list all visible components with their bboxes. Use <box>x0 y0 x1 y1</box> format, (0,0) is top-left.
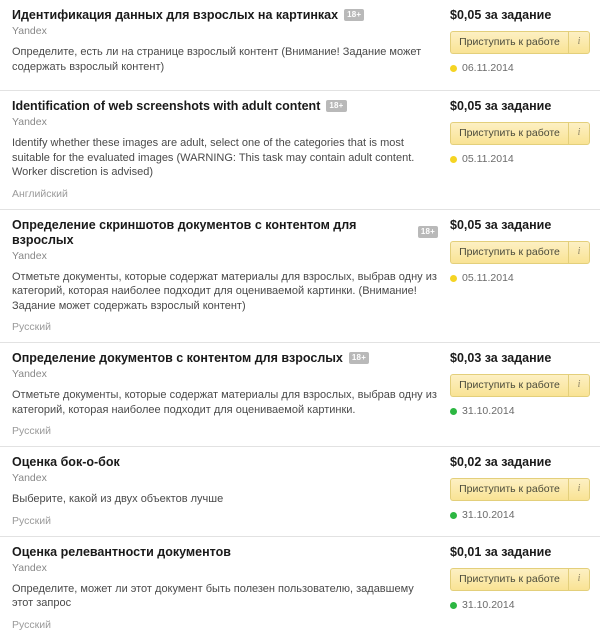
info-icon[interactable]: i <box>568 122 590 145</box>
task-row <box>0 210 600 344</box>
task-button-group <box>450 122 590 145</box>
info-icon[interactable]: i <box>568 241 590 264</box>
task-price: $0,03 за задание <box>450 351 552 365</box>
task-date: 05.11.2014 <box>462 153 514 165</box>
adult-content-badge: 18+ <box>349 352 369 364</box>
task-actions <box>450 99 600 201</box>
task-details <box>0 545 450 632</box>
task-description: Отметьте документы, которые содержат материалы для взрослых, выбрав одну из категорий, которая наиболее подходит для оцениваемой картинки. (Внимание! Задание может содержать взрослый контент) <box>12 270 437 312</box>
task-date-line <box>450 599 590 612</box>
info-icon[interactable]: i <box>568 568 590 591</box>
task-row <box>0 537 600 640</box>
status-dot-icon <box>450 156 457 163</box>
task-row <box>0 447 600 537</box>
task-description: Определите, может ли этот документ быть полезен пользователю, задавшему этот запрос <box>12 582 414 609</box>
task-button-group <box>450 241 590 264</box>
task-date-line <box>450 405 590 418</box>
task-actions <box>450 455 600 528</box>
task-title-line <box>12 351 438 366</box>
task-details <box>0 455 450 528</box>
task-title-line <box>12 218 438 248</box>
task-language: Русский <box>12 514 51 527</box>
task-description: Identify whether these images are adult, select one of the categories that is most suitable for the evaluated images (WARNING: This task may contain adult content. Worker discretion is advised) <box>12 137 415 178</box>
task-price: $0,01 за задание <box>450 544 552 559</box>
task-date: 31.10.2014 <box>462 405 515 417</box>
start-task-button[interactable]: Приступить к работе <box>450 31 568 54</box>
task-date-line <box>450 62 590 75</box>
task-title[interactable]: Оценка бок-о-бок <box>12 455 120 469</box>
task-row <box>0 91 600 210</box>
task-description: Отметьте документы, которые содержат материалы для взрослых, выбрав одну из категорий, которая наиболее подходит для оцениваемой картинки. <box>12 389 437 416</box>
task-language: Русский <box>12 425 51 437</box>
task-requester: Yandex <box>12 561 47 574</box>
task-actions <box>450 351 600 438</box>
task-price: $0,05 за задание <box>450 99 552 113</box>
task-title-line <box>12 455 438 470</box>
task-date: 06.11.2014 <box>462 62 514 74</box>
task-title-line <box>12 545 438 560</box>
start-task-button[interactable]: Приступить к работе <box>450 241 568 264</box>
status-dot-icon <box>450 275 457 282</box>
status-dot-icon <box>450 408 457 415</box>
task-requester: Yandex <box>12 368 47 380</box>
status-dot-icon <box>450 602 457 609</box>
task-actions <box>450 218 600 335</box>
adult-content-badge: 18+ <box>418 226 438 238</box>
task-date-line <box>450 153 590 166</box>
task-actions <box>450 8 600 82</box>
task-details <box>0 218 450 335</box>
task-row <box>0 0 600 91</box>
task-details <box>0 8 450 82</box>
task-row <box>0 343 600 447</box>
task-title[interactable]: Определение скриншотов документов с контентом для взрослых <box>12 217 357 247</box>
task-title-line <box>12 8 438 23</box>
task-date-line <box>450 272 590 285</box>
task-details <box>0 351 450 438</box>
task-title[interactable]: Identification of web screenshots with adult content <box>12 99 321 113</box>
start-task-button[interactable]: Приступить к работе <box>450 478 568 501</box>
task-price: $0,05 за задание <box>450 217 552 232</box>
task-price: $0,05 за задание <box>450 8 552 22</box>
adult-content-badge: 18+ <box>326 100 346 112</box>
start-task-button[interactable]: Приступить к работе <box>450 122 568 145</box>
info-icon[interactable]: i <box>568 31 590 54</box>
task-requester: Yandex <box>12 249 47 262</box>
task-language: Английский <box>12 187 68 200</box>
task-description: Выберите, какой из двух объектов лучше <box>12 493 224 505</box>
task-actions <box>450 545 600 632</box>
task-date-line <box>450 509 590 522</box>
task-button-group <box>450 31 590 54</box>
task-requester: Yandex <box>12 116 47 128</box>
task-date: 31.10.2014 <box>462 598 515 611</box>
task-button-group <box>450 374 590 397</box>
info-icon[interactable]: i <box>568 478 590 501</box>
task-title[interactable]: Оценка релевантности документов <box>12 544 231 559</box>
start-task-button[interactable]: Приступить к работе <box>450 568 568 591</box>
status-dot-icon <box>450 512 457 519</box>
start-task-button[interactable]: Приступить к работе <box>450 374 568 397</box>
task-description: Определите, есть ли на странице взрослый контент (Внимание! Задание может содержать взрослый контент) <box>12 46 422 73</box>
task-button-group <box>450 568 590 591</box>
status-dot-icon <box>450 65 457 72</box>
task-date: 05.11.2014 <box>462 271 514 284</box>
task-requester: Yandex <box>12 472 47 484</box>
task-price: $0,02 за задание <box>450 455 552 469</box>
task-details <box>0 99 450 201</box>
info-icon[interactable]: i <box>568 374 590 397</box>
task-language: Русский <box>12 321 51 333</box>
adult-content-badge: 18+ <box>344 9 364 21</box>
task-title-line <box>12 99 438 114</box>
task-button-group <box>450 478 590 501</box>
task-title[interactable]: Определение документов с контентом для взрослых <box>12 351 343 365</box>
task-date: 31.10.2014 <box>462 509 515 521</box>
task-requester: Yandex <box>12 25 47 37</box>
task-title[interactable]: Идентификация данных для взрослых на картинках <box>12 8 339 22</box>
task-language: Русский <box>12 618 51 631</box>
